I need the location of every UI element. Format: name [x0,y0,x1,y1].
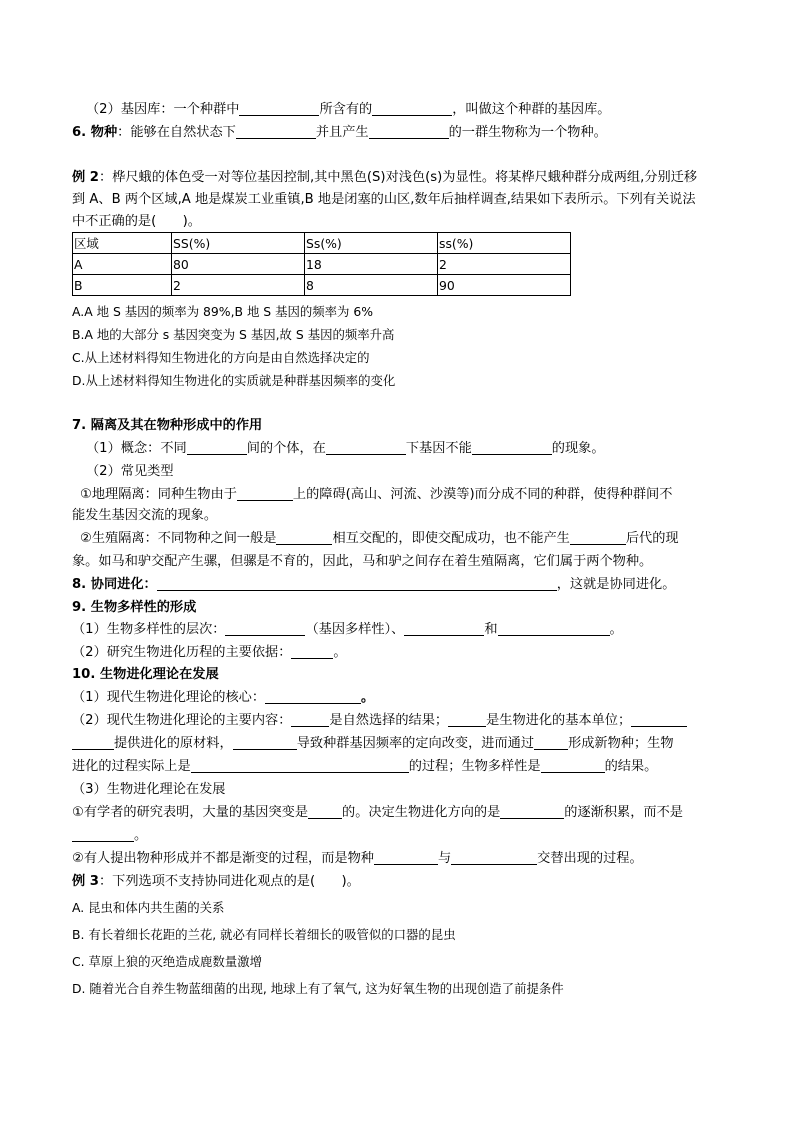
theory-dev-1: ①有学者的研究表明，大量的基因突变是 的。决定生物进化方向的是 的逐渐积累，而不是 [72,805,683,820]
coevolution-line: 8. 协同进化： ，这就是协同进化。 [72,577,676,592]
blank[interactable] [374,850,438,865]
biodiversity-levels: （1）生物多样性的层次： （基因多样性）、 和 。 [72,622,623,637]
theory-content-2: 提供进化的原材料， 导致种群基因频率的定向改变，进而通过 形成新物种；生物 [72,734,724,754]
blank[interactable] [404,621,484,636]
reproductive-isolation-cont: 象。如马和驴交配产生骡，但骡是不育的，因此，马和驴之间存在着生殖隔离，它们属于两个物种。 [72,554,653,569]
theory-dev-1-cont: 。 [72,826,724,846]
example2-line2: 到 A、B 两个区域,A 地是煤炭工业重镇,B 地是闭塞的山区,数年后抽样调查,结果如下表所示。下列有关说法 [72,192,696,207]
blank[interactable] [326,440,406,455]
blank[interactable] [236,124,316,139]
theory-content-1: （2）现代生物进化理论的主要内容： 是自然选择的结果； 是生物进化的基本单位； [72,711,724,731]
table-header: ss(%) [438,233,571,254]
blank[interactable] [448,712,486,727]
blank[interactable] [541,758,605,773]
example3-question: 例 3：下列选项不支持协同进化观点的是( )。 [72,874,360,889]
table-row [73,275,571,296]
table-cell: A [73,254,172,275]
option-d: D.从上述材料得知生物进化的实质就是种群基因频率的变化 [72,373,396,388]
evolution-evidence: （2）研究生物进化历程的主要依据： 。 [72,645,347,660]
reproductive-isolation: ②生殖隔离：不同物种之间一般是 相互交配的，即使交配成功，也不能产生 后代的现 [80,531,679,546]
blank[interactable] [276,530,332,545]
table-row [73,254,571,275]
blank[interactable] [72,827,134,842]
section7-title: 7. 隔离及其在物种形成中的作用 [72,418,263,433]
option-a: A. 昆虫和体内共生菌的关系 [72,900,225,915]
table-cell: 2 [172,275,305,296]
blank[interactable] [500,804,564,819]
table-header: SS(%) [172,233,305,254]
blank[interactable] [225,621,305,636]
section9-title: 9. 生物多样性的形成 [72,600,197,615]
theory-content-3: 进化的过程实际上是 的过程；生物多样性是 的结果。 [72,759,658,774]
blank[interactable] [451,850,537,865]
table-header: Ss(%) [305,233,438,254]
blank[interactable] [308,804,342,819]
blank[interactable] [191,758,409,773]
theory-dev-2: ②有人提出物种形成并不都是渐变的过程，而是物种 与 交替出现的过程。 [72,851,643,866]
blank[interactable] [233,735,297,750]
geographic-isolation: ①地理隔离：同种生物由于 上的障碍(高山、河流、沙漠等)而分成不同的种群，使得种群间不 [80,487,673,502]
blank[interactable] [239,101,319,116]
blank[interactable] [631,712,687,727]
gene-pool-line: （2）基因库：一个种群中 所含有的 ，叫做这个种群的基因库。 [86,102,611,117]
blank[interactable] [534,735,568,750]
table-cell: 90 [438,275,571,296]
option-c: C.从上述材料得知生物进化的方向是由自然选择决定的 [72,350,370,365]
allele-table [72,232,571,296]
option-a: A.A 地 S 基因的频率为 89%,B 地 S 基因的频率为 6% [72,304,374,319]
theory-core: （1）现代生物进化理论的核心： 。 [72,690,375,705]
table-header: 区域 [73,233,172,254]
theory-development: （3）生物进化理论在发展 [72,782,226,797]
blank[interactable] [291,644,333,659]
table-cell: 8 [305,275,438,296]
blank[interactable] [472,440,552,455]
option-b: B. 有长着细长花距的兰花, 就必有同样长着细长的吸管似的口器的昆虫 [72,927,456,942]
section10-title: 10. 生物进化理论在发展 [72,667,219,682]
geographic-isolation-cont: 能发生基因交流的现象。 [72,508,218,523]
example2-line3: 中不正确的是( )。 [72,214,201,229]
blank[interactable] [369,124,449,139]
blank[interactable] [570,530,626,545]
option-c: C. 草原上狼的灭绝造成鹿数量激增 [72,954,262,969]
species-line: 6. 物种：能够在自然状态下 并且产生 的一群生物称为一个物种。 [72,125,607,140]
table-cell: 2 [438,254,571,275]
table-cell: 18 [305,254,438,275]
blank[interactable] [265,689,361,704]
blank[interactable] [498,621,610,636]
isolation-types: （2）常见类型 [86,464,174,479]
table-cell: 80 [172,254,305,275]
table-cell: B [73,275,172,296]
isolation-concept: （1）概念：不同 间的个体，在 下基因不能 的现象。 [86,441,605,456]
blank[interactable] [372,101,452,116]
blank[interactable] [157,576,557,591]
option-b: B.A 地的大部分 s 基因突变为 S 基因,故 S 基因的频率升高 [72,327,395,342]
blank[interactable] [291,712,329,727]
example2-line1: 例 2：桦尺蛾的体色受一对等位基因控制,其中黑色(S)对浅色(s)为显性。将某桦尺蛾种群分成两组,分别迁移 [72,170,698,185]
blank[interactable] [237,486,293,501]
table-header-row [73,233,571,254]
option-d: D. 随着光合自养生物蓝细菌的出现, 地球上有了氧气, 这为好氧生物的出现创造了前提条件 [72,981,564,996]
blank[interactable] [187,440,247,455]
blank[interactable] [72,735,114,750]
